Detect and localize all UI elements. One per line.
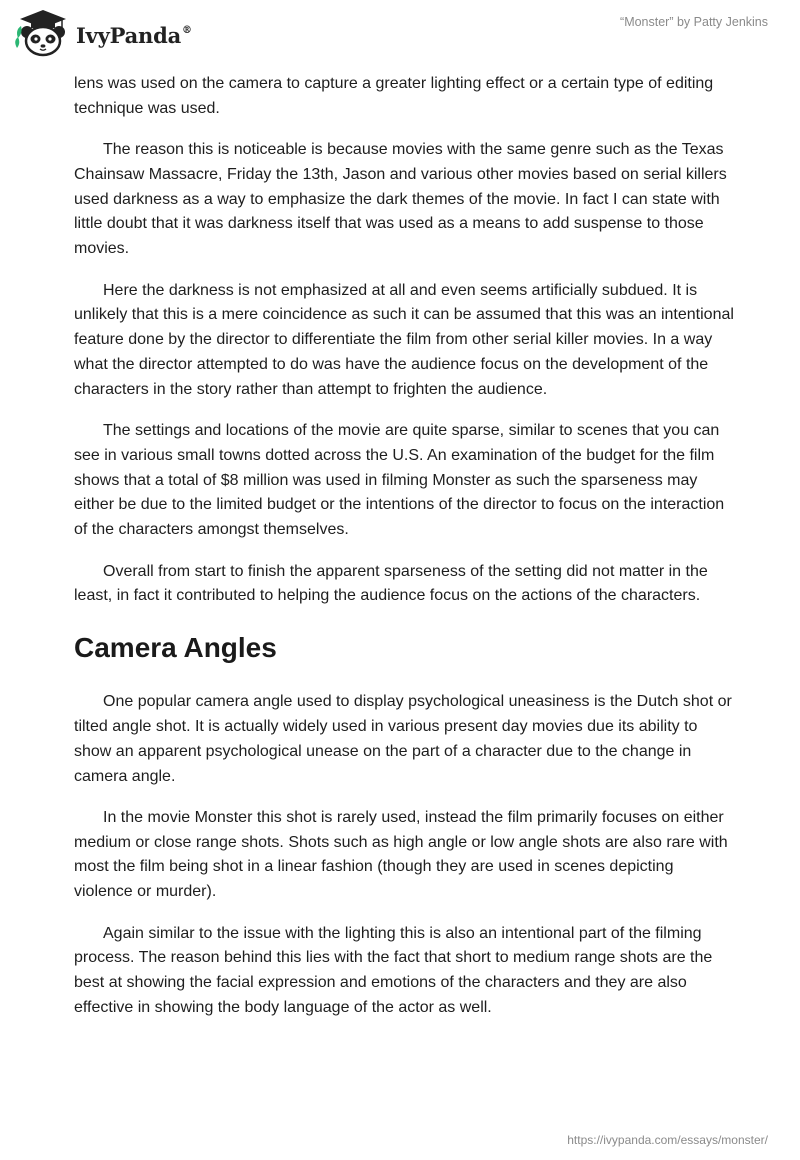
section-heading: Camera Angles — [74, 632, 277, 664]
paragraph-continued: lens was used on the camera to capture a greater lighting effect or a certain type of editing technique was used. — [74, 75, 714, 117]
paragraph: Again similar to the issue with the lighting this is also an intentional part of the filming process. The reason behind this lies with the fact that short to medium range shots are the best at showing the facial expression and emotions of the characters and they are also effective in showing the body language of the actor as well. — [74, 924, 713, 1016]
running-title: “Monster” by Patty Jenkins — [620, 15, 768, 29]
source-url-link[interactable]: https://ivypanda.com/essays/monster/ — [567, 1133, 768, 1147]
page-header — [0, 0, 800, 62]
paragraph: The reason this is noticeable is because movies with the same genre such as the Texas Chainsaw Massacre, Friday the 13th, Jason and various other movies based on serial killers used darkness as a way to emphasize the dark themes of the movie. In fact I can state with little doubt that it was darkness itself that was used as a means to add suspense to those movies. — [74, 141, 727, 258]
logo-text: IvyPanda® — [76, 22, 192, 48]
registered-mark: ® — [182, 24, 192, 36]
ivypanda-logo[interactable] — [14, 8, 192, 58]
paragraph: One popular camera angle used to display psychological uneasiness is the Dutch shot or tilted angle shot. It is actually widely used in various present day movies due its ability to show an apparent psychological unease on the part of a character due to the change in camera angle. — [74, 693, 732, 785]
paragraph: The settings and locations of the movie are quite sparse, similar to scenes that you can see in various small towns dotted across the U.S. An examination of the budget for the film shows that a total of $8 million was used in filming Monster as such the sparseness may either be due to the limited budget or the intentions of the director to focus on the interaction of the characters amongst themselves. — [74, 422, 725, 539]
paragraph: Overall from start to finish the apparent sparseness of the setting did not matter in the least, in fact it contributed to helping the audience focus on the actions of the characters. — [74, 562, 708, 605]
essay-body — [74, 72, 734, 1037]
paragraph: Here the darkness is not emphasized at all and even seems artificially subdued. It is unlikely that this is a mere coincidence as such it can be assumed that this was an intentional feature done by the director to differentiate the film from other serial killer movies. In a way what the director attempted to do was have the audience focus on the development of the characters in the story rather than attempt to frighten the audience. — [74, 281, 734, 398]
panda-graduate-icon — [14, 8, 72, 58]
paragraph: In the movie Monster this shot is rarely used, instead the film primarily focuses on either medium or close range shots. Shots such as high angle or low angle shots are also rare with most the film being shot in a linear fashion (though they are used in scenes depicting violence or murder). — [74, 808, 728, 901]
